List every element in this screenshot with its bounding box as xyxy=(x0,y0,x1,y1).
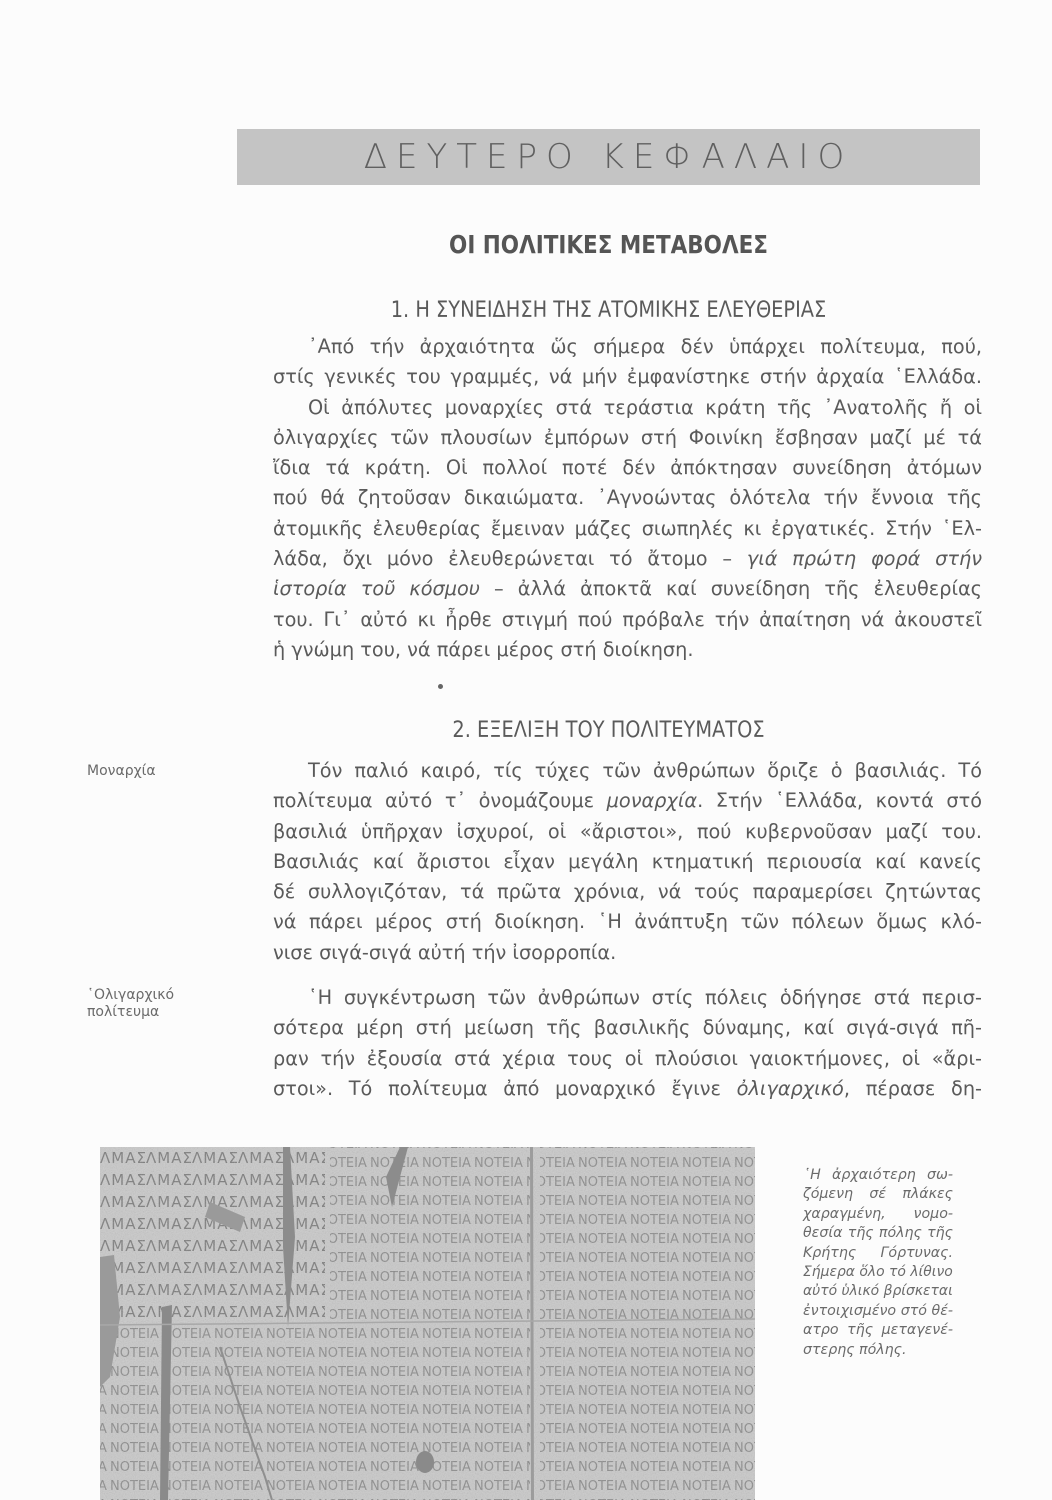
emphasis-text: γιά πρώτη φορά στήν xyxy=(746,547,982,571)
text-line: βασιλιά ὑπῆρχαν ἰσχυροί, οἱ «ἄριστοι», πού κυβερνοῦσαν μαζί του. xyxy=(273,819,982,843)
text-line xyxy=(273,574,982,604)
text-line: Τόν παλιό καιρό, τίς τύχες τῶν ἀνθρώπων ὅριζε ὁ βασιλιάς. Τό xyxy=(308,759,982,782)
text-run: – ἀλλά ἀποκτᾶ καί συνείδηση τῆς ἐλευθερίας xyxy=(479,577,982,601)
text-run: πολίτευμα αὐτό τ᾿ ὀνομάζουμε xyxy=(273,789,607,813)
caption-line: χαραγμένη, νομο- xyxy=(803,1205,953,1222)
margin-note-line: πολίτευμα xyxy=(87,1004,160,1020)
caption-line: ζόμενη σέ πλάκες xyxy=(803,1186,953,1203)
caption-line: ατρο τῆς μεταγενέ- xyxy=(803,1322,953,1339)
text-line: Οἱ ἀπόλυτες μοναρχίες στά τεράστια κράτη τῆς ᾿Ανατολῆς ἤ οἱ xyxy=(308,395,982,419)
margin-note-line: ῾Ολιγαρχικό xyxy=(87,987,175,1003)
chapter-title: ΟΙ ΠΟΛΙΤΙΚΕΣ ΜΕΤΑΒΟΛΕΣ xyxy=(449,230,768,259)
caption-line: Σήμερα ὅλο τό λίθινο xyxy=(803,1264,953,1281)
stone-texture-graphic xyxy=(100,1147,755,1500)
margin-note-monarchy: Μοναρχία xyxy=(87,763,156,779)
chapter-label: ΔΕΥΤΕΡΟ ΚΕΦΑΛΑΙΟ xyxy=(363,137,854,177)
text-run: στοι». Τό πολίτευμα ἀπό μοναρχικό ἔγινε xyxy=(273,1076,737,1100)
text-line: ἡ γνώμη του, νά πάρει μέρος στή διοίκηση. xyxy=(273,637,694,661)
text-line: ὀλιγαρχίες τῶν πλουσίων ἐμπόρων στή Φοινίκη ἔσβησαν μαζί μέ τά xyxy=(273,425,982,449)
text-line xyxy=(273,544,982,574)
text-line xyxy=(273,786,982,816)
section-2-heading: 2. ΕΞΕΛΙΞΗ ΤΟΥ ΠΟΛΙΤΕΥΜΑΤΟΣ xyxy=(452,718,765,743)
text-line: ῾Η συγκέντρωση τῶν ἀνθρώπων στίς πόλεις ὁδήγησε στά περισ- xyxy=(308,986,982,1009)
text-line: ἀτομικῆς ἐλευθερίας ἔμειναν μάζες σιωπηλές κι ἐργατικές. Στήν ῾Ελ- xyxy=(273,516,982,540)
text-line: νά πάρει μέρος στή διοίκηση. ῾Η ἀνάπτυξη τῶν πόλεων ὅμως κλό- xyxy=(273,910,982,934)
text-line: Βασιλιάς καί ἄριστοι εἶχαν μεγάλη κτηματική περιουσία καί κανείς xyxy=(273,849,982,873)
caption-line: ῾Η ἀρχαιότερη σω- xyxy=(803,1167,953,1183)
caption-line: στερης πόλης. xyxy=(803,1341,907,1358)
text-line: στίς γενικές του γραμμές, νά μήν ἐμφανίστηκε στήν ἀρχαία ῾Ελλάδα. xyxy=(273,365,982,389)
figure-caption xyxy=(803,1166,953,1360)
text-line: νισε σιγά-σιγά αὐτή τήν ἰσορροπία. xyxy=(273,940,617,964)
margin-note-oligarchy xyxy=(87,987,174,1021)
emphasis-text: ὀλιγαρχικό xyxy=(736,1076,844,1100)
inscription-photo xyxy=(100,1147,755,1500)
text-run: . Στήν ῾Ελλάδα, κοντά στό xyxy=(697,789,982,813)
text-line: πού θά ζητοῦσαν δικαιώματα. ᾿Αγνοώντας ὁλότελα τήν ἔννοια τῆς xyxy=(273,486,982,510)
text-line xyxy=(273,1074,982,1104)
text-line: του. Γι᾿ αὐτό κι ἦρθε στιγμή πού πρόβαλε τήν ἀπαίτηση νά ἀκουστεῖ xyxy=(273,607,982,631)
caption-line: θεσία τῆς πόλης τῆς xyxy=(803,1225,953,1242)
section-1-heading: 1. Η ΣΥΝΕΙΔΗΣΗ ΤΗΣ ΑΤΟΜΙΚΗΣ ΕΛΕΥΘΕΡΙΑΣ xyxy=(390,298,827,323)
caption-line: αὐτό ὑλικό βρίσκεται xyxy=(803,1283,953,1300)
caption-line: ἐντοιχισμένο στό θέ- xyxy=(803,1302,953,1319)
text-run: λάδα, ὄχι μόνο ἐλευθερώνεται τό ἄτομο – xyxy=(273,547,747,571)
emphasis-text: μοναρχία xyxy=(606,789,698,813)
section-2-paragraph-2 xyxy=(273,983,982,1104)
text-line: ἴδια τά κράτη. Οἱ πολλοί ποτέ δέν ἀπόκτησαν συνείδηση ἀτόμων xyxy=(273,456,982,480)
text-line: σότερα μέρη στή μείωση τῆς βασιλικῆς δύναμης, καί σιγά-σιγά πῆ- xyxy=(273,1016,982,1040)
emphasis-text: ἱστορία τοῦ κόσμου xyxy=(273,577,480,601)
text-line: ραν τήν ἐξουσία στά χέρια τους οἱ πλούσιοι γαιοκτήμονες, οἱ «ἄρι- xyxy=(273,1046,982,1070)
section-1-paragraph xyxy=(273,332,982,665)
text-line: ᾿Από τήν ἀρχαιότητα ὥς σήμερα δέν ὑπάρχει πολίτευμα, πού, xyxy=(308,335,982,358)
text-line: δέ συλλογιζόταν, τά πρῶτα χρόνια, νά τούς παραμερίσει ζητώντας xyxy=(273,880,982,904)
caption-line: Κρήτης Γόρτυνας. xyxy=(803,1244,953,1261)
ink-speck xyxy=(438,684,443,689)
text-run: , πέρασε δη- xyxy=(843,1076,982,1100)
section-2-paragraph-1 xyxy=(273,756,982,968)
chapter-band xyxy=(237,129,980,185)
